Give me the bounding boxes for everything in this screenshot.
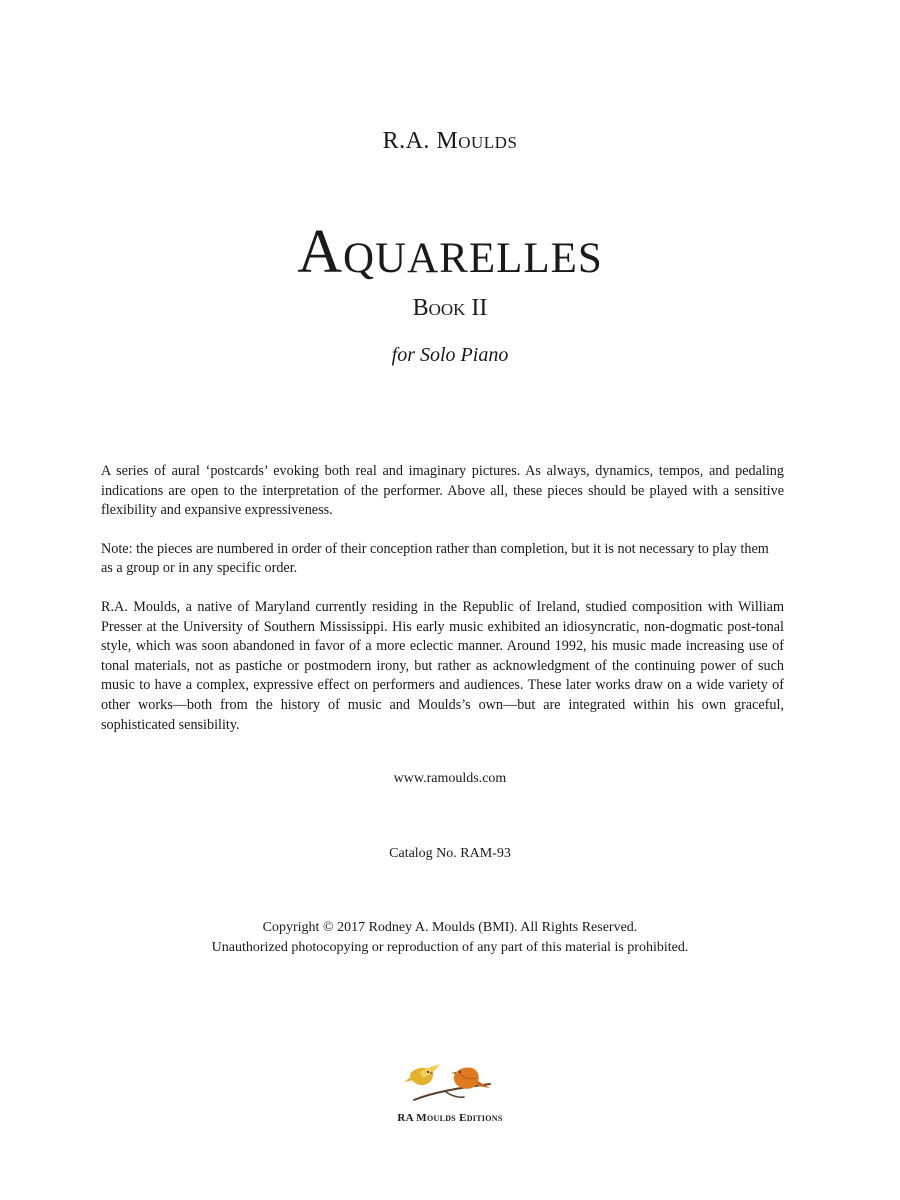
description-section [101,462,784,754]
catalog-number: Catalog No. RAM-93 [389,846,511,861]
composer-name: R.A. Moulds [382,128,518,154]
description-paragraph-2: Note: the pieces are numbered in order of their conception rather than completion, but it is not necessary to play them as a group or in any specific order. [101,540,769,577]
reproduction-notice: Unauthorized photocopying or reproduction of any part of this material is prohibited. [211,940,689,955]
composer-biography: R.A. Moulds, a native of Maryland currently residing in the Republic of Ireland, studied composition with William Presser at the University of Southern Mississippi. His early music exhibited an idiosyncratic, non-dogmatic post-tonal style, which was soon abandoned in favor of a more eclectic manner. Around 1992, his music made increasing use of tonal materials, not as pastiche or postmodern irony, but rather as acknowledgment of the continuing power of such music to have a complex, expressive effect on performers and audiences. These later works draw on a wide variety of other works—both from the history of music and Moulds’s own—but are integrated within his own graceful, sophisticated sensibility. [101,598,784,733]
description-paragraph-1: A series of aural ‘postcards’ evoking both real and imaginary pictures. As always, dynamics, tempos, and pedaling indications are open to the interpretation of the performer. Above all, these pieces should be played with a sensitive flexibility and expansive expressiveness. [101,463,784,519]
yellow-bird-icon [404,1064,440,1085]
publisher-name: RA Moulds Editions [397,1112,503,1124]
orange-bird-icon [451,1067,490,1088]
copyright-notice [0,918,900,958]
work-title: Aquarelles [297,218,603,286]
publisher-birds-logo-icon [400,1062,500,1104]
instrumentation: for Solo Piano [391,344,509,366]
copyright-line: Copyright © 2017 Rodney A. Moulds (BMI). All Rights Reserved. [262,920,638,935]
website-link[interactable]: www.ramoulds.com [393,771,507,786]
work-subtitle: Book II [412,295,488,321]
